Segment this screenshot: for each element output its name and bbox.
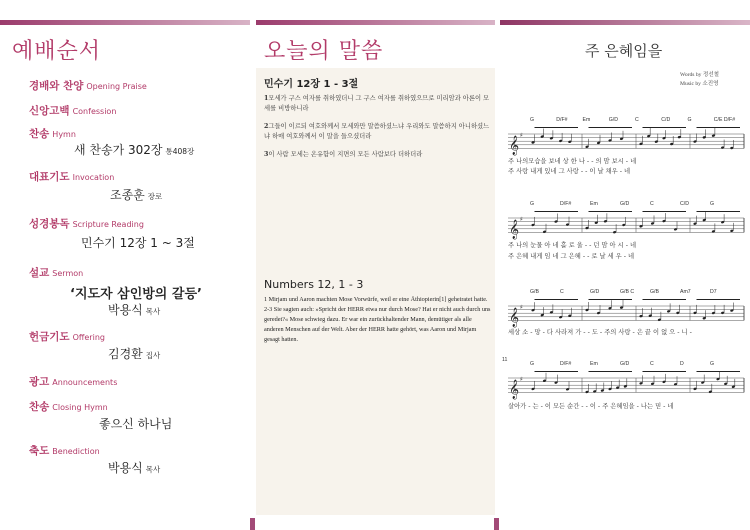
system-3-lyrics-1: 세상 소 - 망 - 다 사라져 가 - - 도 - 주의 사랑 - 은 끝 이 없 으 - 니 - xyxy=(508,329,692,336)
chord-symbol: G xyxy=(530,201,535,207)
chord-symbol: G/D xyxy=(608,117,618,123)
closing-hymn-detail: 좋으신 하나님 xyxy=(99,417,173,431)
top-bar-right xyxy=(500,20,750,25)
key-signature-icon: ♯ xyxy=(520,132,523,139)
system-2-lyrics-1: 주 나의 눈물 아 네 홀 로 울 - - 던 맘 아 시 - 네 xyxy=(508,242,637,249)
chord-symbol: G/D xyxy=(590,289,600,295)
treble-clef-icon: 𝄞 xyxy=(509,219,520,240)
treble-clef-icon: 𝄞 xyxy=(509,307,520,328)
score-system-4 xyxy=(502,357,744,410)
benediction-detail: 박용식 목사 xyxy=(108,461,161,475)
music-credit: Music by 소진영 xyxy=(680,81,719,87)
sheet-music xyxy=(500,30,750,510)
chord-symbol: C xyxy=(650,361,654,367)
treble-clef-icon: 𝄞 xyxy=(509,379,520,400)
word-title: 오늘의 말씀 xyxy=(264,39,384,64)
measure-number: 11 xyxy=(502,357,508,363)
score-system-2 xyxy=(508,201,744,260)
chord-symbol: D7 xyxy=(710,289,717,295)
chord-symbol: G/B xyxy=(650,289,659,295)
item-announcements: 광고 Announcements xyxy=(29,376,118,388)
item-opening-praise: 경배와 찬양 Opening Praise xyxy=(29,80,147,92)
words-credit: Words by 정선철 xyxy=(680,72,720,78)
sermon-preacher: 박용식 목사 xyxy=(108,303,161,317)
system-4-lyrics-1: 살아가 - 는 - 이 모든 순간 - - 이 - 주 은혜임을 - 나는 믿 - 네 xyxy=(508,403,674,410)
chord-symbol: D/F# xyxy=(560,361,572,367)
hymn-sheet xyxy=(500,30,750,510)
chord-symbol: G/B xyxy=(530,289,539,295)
key-signature-icon: ♯ xyxy=(520,304,523,311)
chord-symbol: G/D xyxy=(620,201,630,207)
system-2-lyrics-2: 주 은혜 내게 임 네 그 은혜 - - 로 날 세 우 - 네 xyxy=(508,253,635,260)
chord-symbol: G xyxy=(710,201,715,207)
top-bar-left xyxy=(0,20,250,25)
invocation-detail: 조종훈 장로 xyxy=(110,188,163,202)
chord-symbol: C xyxy=(560,289,564,295)
korean-reference: 민수기 12장 1 - 3절 xyxy=(264,79,359,90)
chord-symbol: G/D xyxy=(620,361,630,367)
item-scripture-reading: 성경봉독 Scripture Reading xyxy=(29,218,144,230)
top-bar-middle xyxy=(256,20,495,25)
english-reference: Numbers 12, 1 - 3 xyxy=(264,278,364,291)
verse-2: 2그들이 이르되 여호와께서 모세와만 말씀하셨느냐 우리와도 말씀하지 아니하셨느냐 하매 여호와께서 이 말을 들으셨더라 xyxy=(264,123,490,140)
item-offering: 헌금기도 Offering xyxy=(29,331,105,343)
hymn-detail: 새 찬송가 302장 통408장 xyxy=(74,143,195,157)
chord-symbol: G xyxy=(530,361,535,367)
fold-mark-right xyxy=(494,518,499,530)
item-closing-hymn: 찬송 Closing Hymn xyxy=(29,401,108,413)
chord-symbol: Em xyxy=(590,201,598,207)
score-system-3 xyxy=(508,289,744,336)
verse-1: 1모세가 구스 여자를 취하였더니 그 구스 여자를 취하였으므로 미리암과 아론이 모세를 비방하니라 xyxy=(264,95,490,112)
score-system-1 xyxy=(508,117,744,175)
chord-symbol: Em xyxy=(582,117,591,123)
item-hymn: 찬송 Hymn xyxy=(29,128,76,140)
chord-symbol: D xyxy=(680,361,684,367)
chord-symbol: G/B C xyxy=(620,289,635,295)
verse-3: 3이 사람 모세는 온유함이 지면의 모든 사람보다 더하더라 xyxy=(264,151,423,158)
item-sermon: 설교 Sermon xyxy=(29,267,84,279)
chord-symbol: G xyxy=(530,117,535,123)
chord-symbol: D/F# xyxy=(556,117,568,123)
system-1-lyrics-1: 주 나의모습을 보네 상 한 나 - - 의 맘 보시 - 네 xyxy=(508,158,637,165)
chord-symbol: C/E D/F# xyxy=(713,117,736,123)
chord-symbol: G xyxy=(687,117,692,123)
chord-symbol: G xyxy=(710,361,715,367)
scripture-detail: 민수기 12장 1 ~ 3절 xyxy=(81,236,195,250)
system-1-lyrics-2: 주 사랑 내게 있네 그 사랑 - - 이 날 채우 - 네 xyxy=(508,168,631,175)
treble-clef-icon: 𝄞 xyxy=(509,135,520,156)
fold-mark-left xyxy=(250,518,255,530)
chord-symbol: C xyxy=(635,117,639,123)
todays-word xyxy=(256,30,495,485)
hymn-title: 주 은혜임을 xyxy=(585,42,663,60)
key-signature-icon: ♯ xyxy=(520,376,523,383)
item-confession: 신앙고백 Confession xyxy=(29,105,117,117)
chord-symbol: Am7 xyxy=(680,289,691,295)
chord-symbol: D/F# xyxy=(560,201,572,207)
offering-detail: 김경환 집사 xyxy=(108,347,161,361)
chord-symbol: C xyxy=(650,201,654,207)
order-title: 예배순서 xyxy=(12,39,102,64)
key-signature-icon: ♯ xyxy=(520,216,523,223)
passage-panel xyxy=(256,68,495,515)
item-invocation: 대표기도 Invocation xyxy=(29,171,115,183)
chord-symbol: C/D xyxy=(680,201,689,207)
chord-symbol: C/D xyxy=(661,117,671,123)
german-passage: 1 Mirjam und Aaron machten Mose Vorwürfe, weil er eine Äthiopierin[1] geheiratet hatte. 2-3 Sie sagten auch: »Spricht der HERR etwa nur durch Mose? Hat er nicht auch durch uns geredet?« Mose schwieg dazu. Er war ein zurückhaltender Mann, demütiger als alle anderen Menschen auf der Welt. Aber der HERR hatte gehört, was Aaron und Mirjam gesagt hatten. xyxy=(264,296,491,344)
sermon-title: ‘지도자 삼인방의 갈등’ xyxy=(70,287,202,302)
item-benediction: 축도 Benediction xyxy=(29,445,100,457)
chord-symbol: Em xyxy=(590,361,598,367)
